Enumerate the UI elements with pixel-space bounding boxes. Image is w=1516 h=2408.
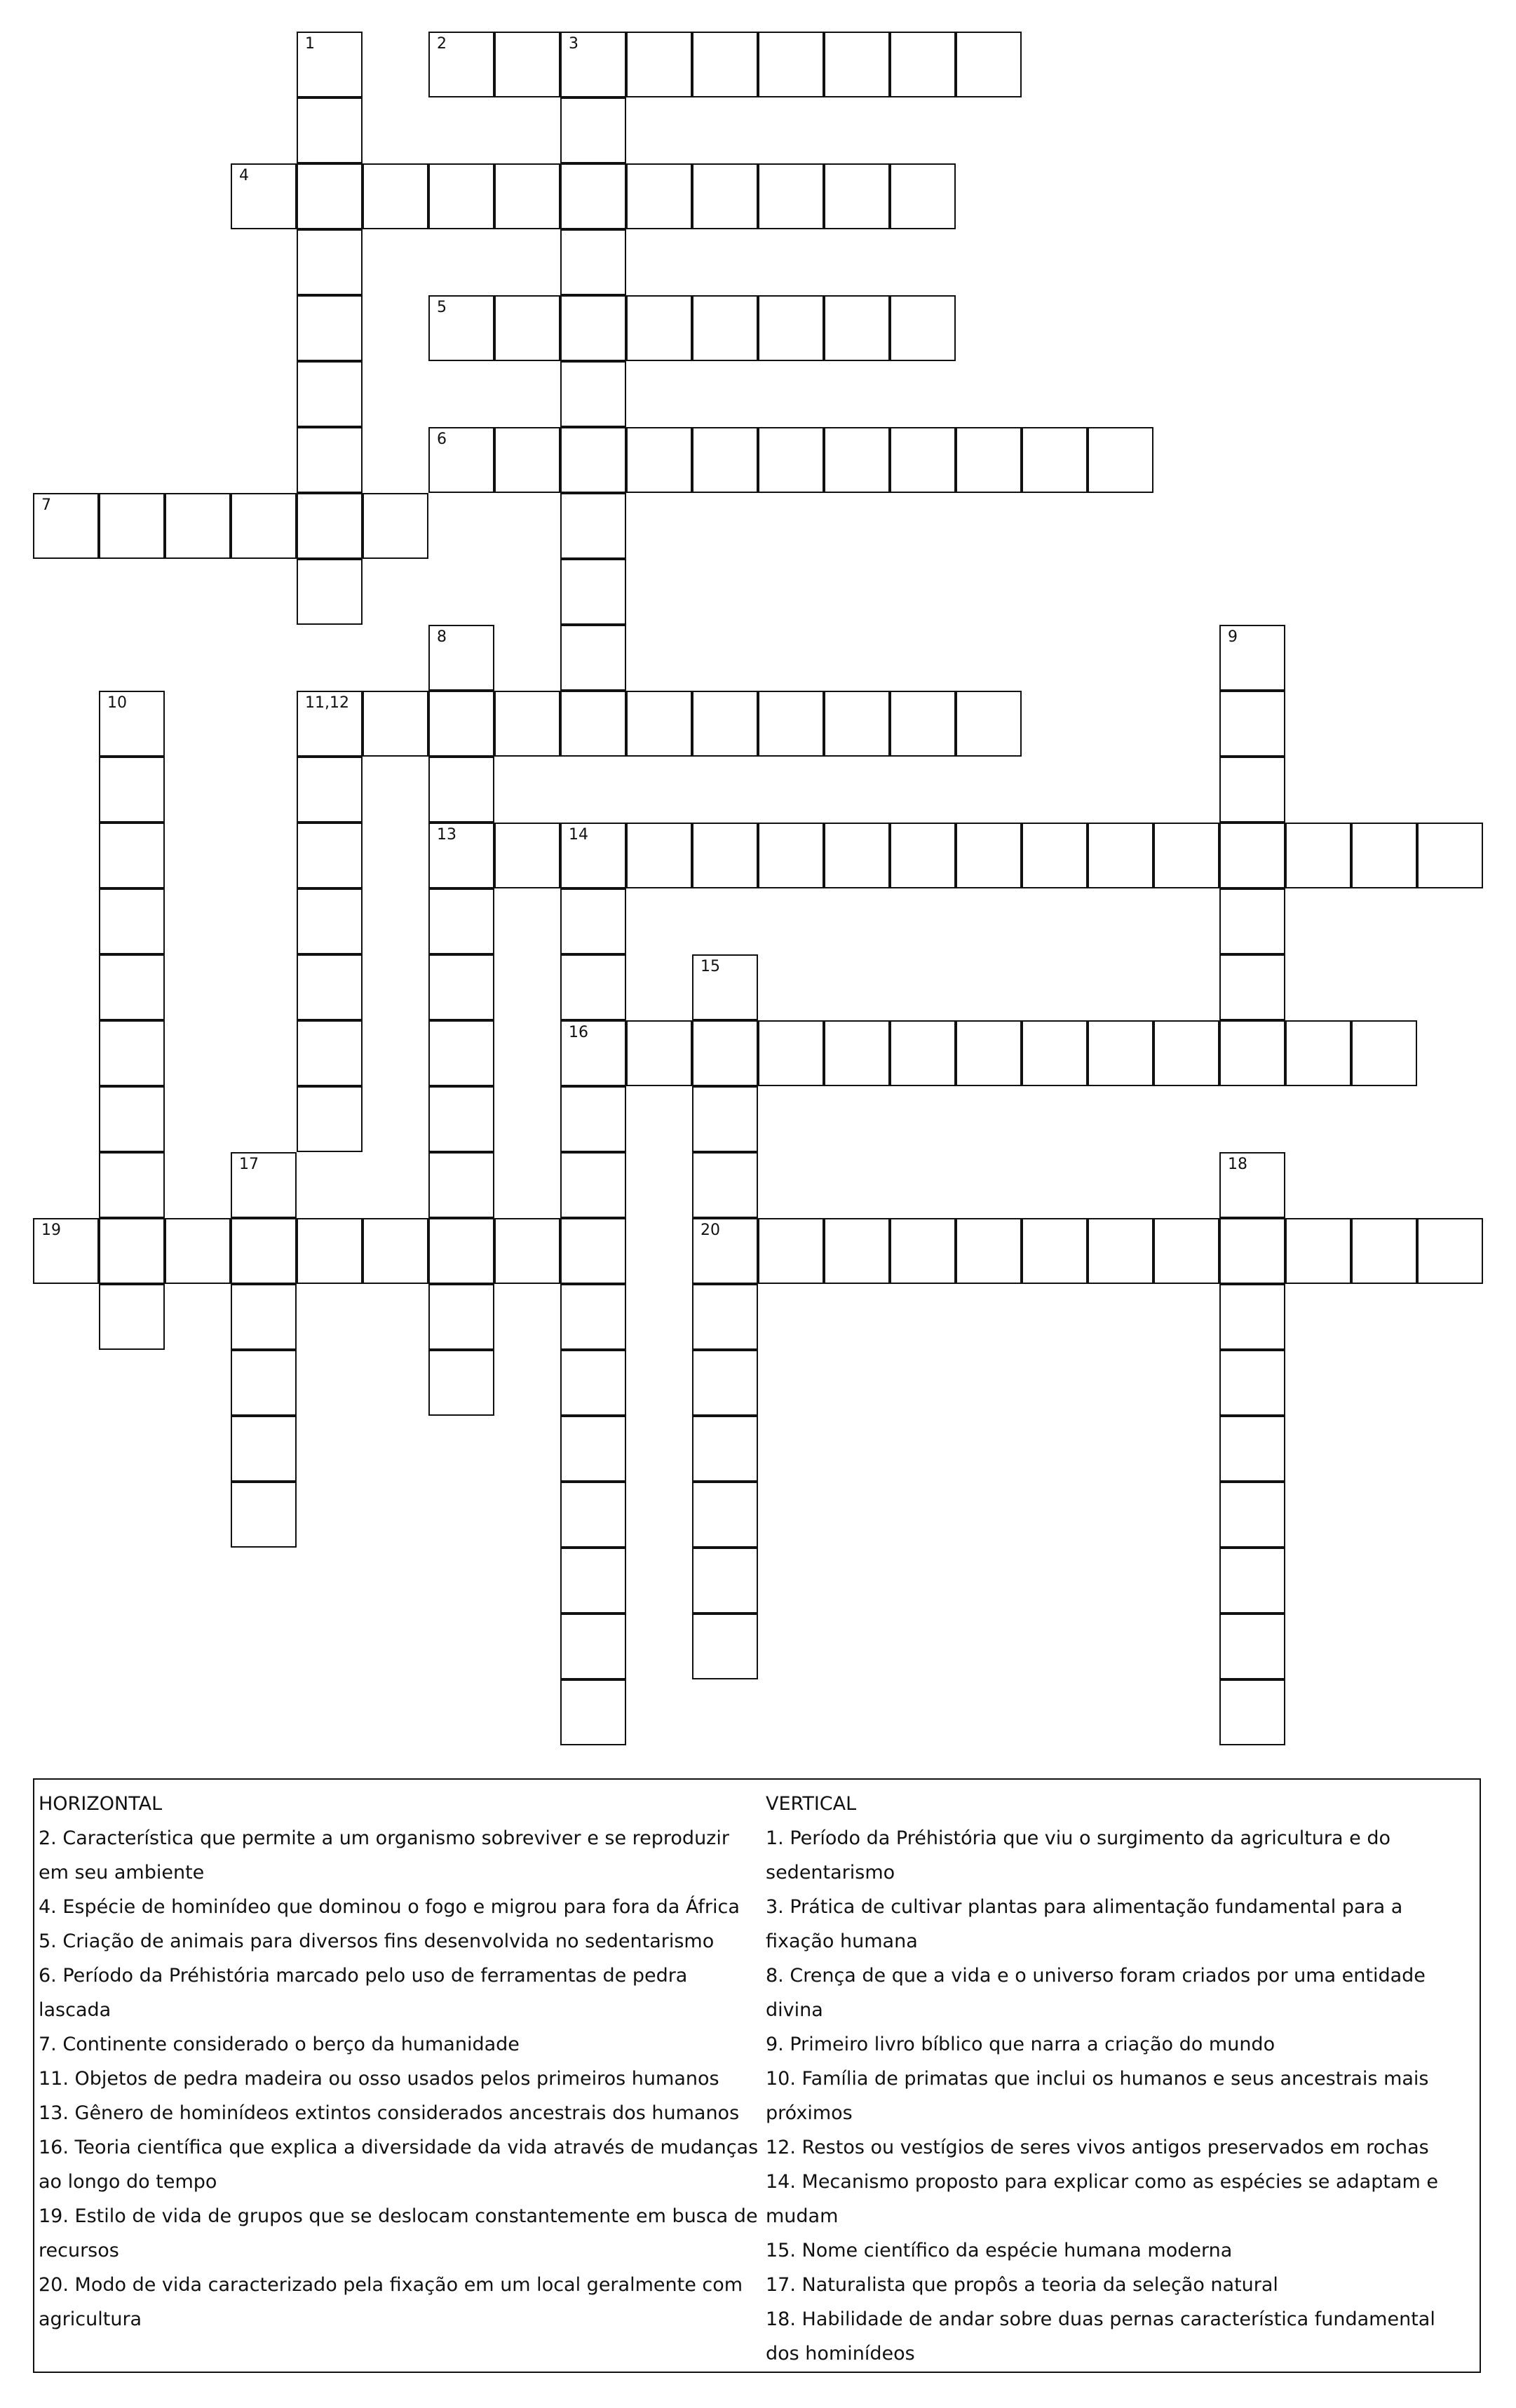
grid-cell[interactable] xyxy=(560,295,626,361)
grid-cell[interactable] xyxy=(297,691,363,757)
grid-cell[interactable] xyxy=(626,823,692,888)
grid-cell[interactable] xyxy=(890,691,956,757)
clue-number: 15 xyxy=(701,958,720,975)
grid-cell[interactable] xyxy=(626,163,692,229)
grid-cell[interactable] xyxy=(428,1350,494,1416)
grid-cell[interactable] xyxy=(1417,1218,1483,1284)
grid-cell[interactable] xyxy=(560,1482,626,1548)
grid-cell[interactable] xyxy=(626,1020,692,1086)
grid-cell[interactable] xyxy=(1022,823,1088,888)
grid-cell[interactable] xyxy=(1153,823,1219,888)
grid-cell[interactable] xyxy=(428,1218,494,1284)
grid-cell[interactable] xyxy=(560,1218,626,1284)
grid-cell[interactable] xyxy=(560,1020,626,1086)
clue-number: 20 xyxy=(701,1222,720,1239)
grid-cell[interactable] xyxy=(692,1548,758,1614)
grid-cell[interactable] xyxy=(1219,1416,1285,1482)
grid-cell[interactable] xyxy=(560,823,626,888)
grid-cell[interactable] xyxy=(428,427,494,493)
grid-cell[interactable] xyxy=(626,295,692,361)
grid-cell[interactable] xyxy=(99,1284,165,1350)
grid-cell[interactable] xyxy=(428,163,494,229)
grid-cell[interactable] xyxy=(692,1152,758,1218)
grid-cell[interactable] xyxy=(1351,1020,1417,1086)
down-clues xyxy=(766,1787,1474,2371)
grid-cell[interactable] xyxy=(1219,1679,1285,1745)
grid-cell[interactable] xyxy=(33,493,99,559)
grid-cell[interactable] xyxy=(297,295,363,361)
grid-cell[interactable] xyxy=(560,1350,626,1416)
grid-cell[interactable] xyxy=(363,1218,428,1284)
clue-number: 1 xyxy=(305,35,315,53)
grid-cell[interactable] xyxy=(428,823,494,888)
grid-cell[interactable] xyxy=(297,427,363,493)
across-clue: 4. Espécie de hominídeo que dominou o fogo e migrou para fora da África xyxy=(39,1896,740,1918)
down-clue: 1. Período da Préhistória que viu o surgimento da agricultura e do sedentarismo xyxy=(766,1827,1391,1883)
grid-cell[interactable] xyxy=(692,427,758,493)
grid-cell[interactable] xyxy=(692,1020,758,1086)
grid-cell[interactable] xyxy=(99,493,165,559)
grid-cell[interactable] xyxy=(626,691,692,757)
grid-cell[interactable] xyxy=(758,691,824,757)
grid-cell[interactable] xyxy=(758,427,824,493)
across-clue: 11. Objetos de pedra madeira ou osso usados pelos primeiros humanos xyxy=(39,2068,719,2090)
grid-cell[interactable] xyxy=(890,427,956,493)
grid-cell[interactable] xyxy=(1351,823,1417,888)
clue-number: 19 xyxy=(41,1222,61,1239)
grid-cell[interactable] xyxy=(692,1416,758,1482)
grid-cell[interactable] xyxy=(824,823,890,888)
grid-cell[interactable] xyxy=(560,163,626,229)
grid-cell[interactable] xyxy=(692,954,758,1020)
grid-cell[interactable] xyxy=(758,163,824,229)
grid-cell[interactable] xyxy=(1219,954,1285,1020)
grid-cell[interactable] xyxy=(692,1614,758,1679)
clue-number: 5 xyxy=(437,299,447,316)
grid-cell[interactable] xyxy=(824,1218,890,1284)
clue-number: 10 xyxy=(107,694,127,712)
clue-number: 11,12 xyxy=(305,694,349,712)
grid-cell[interactable] xyxy=(231,1284,297,1350)
grid-cell[interactable] xyxy=(1219,1020,1285,1086)
grid-cell[interactable] xyxy=(494,1218,560,1284)
down-clue: 14. Mecanismo proposto para explicar como as espécies se adaptam e mudam xyxy=(766,2171,1438,2227)
down-clue: 8. Crença de que a vida e o universo foram criados por uma entidade divina xyxy=(766,1965,1426,2021)
grid-cell[interactable] xyxy=(1088,427,1153,493)
clue-number: 2 xyxy=(437,35,447,53)
grid-cell[interactable] xyxy=(956,1218,1022,1284)
grid-cell[interactable] xyxy=(560,32,626,97)
grid-cell[interactable] xyxy=(1088,1218,1153,1284)
grid-cell[interactable] xyxy=(1285,823,1351,888)
clue-number: 4 xyxy=(239,167,249,184)
grid-cell[interactable] xyxy=(297,1218,363,1284)
grid-cell[interactable] xyxy=(297,823,363,888)
grid-cell[interactable] xyxy=(1219,823,1285,888)
grid-cell[interactable] xyxy=(824,691,890,757)
grid-cell[interactable] xyxy=(99,888,165,954)
grid-cell[interactable] xyxy=(297,163,363,229)
grid-cell[interactable] xyxy=(1285,1020,1351,1086)
grid-cell[interactable] xyxy=(560,559,626,625)
down-clue: 18. Habilidade de andar sobre duas pernas característica fundamental dos hominídeos xyxy=(766,2308,1435,2365)
grid-cell[interactable] xyxy=(99,1152,165,1218)
grid-cell[interactable] xyxy=(692,691,758,757)
grid-cell[interactable] xyxy=(560,1086,626,1152)
grid-cell[interactable] xyxy=(297,229,363,295)
across-clue: 6. Período da Préhistória marcado pelo uso de ferramentas de pedra lascada xyxy=(39,1965,688,2021)
grid-cell[interactable] xyxy=(560,97,626,163)
grid-cell[interactable] xyxy=(297,954,363,1020)
grid-cell[interactable] xyxy=(890,32,956,97)
grid-cell[interactable] xyxy=(758,823,824,888)
grid-cell[interactable] xyxy=(99,691,165,757)
across-clues xyxy=(39,1787,761,2336)
down-clue: 10. Família de primatas que inclui os humanos e seus ancestrais mais próximos xyxy=(766,2068,1429,2124)
grid-cell[interactable] xyxy=(428,625,494,691)
grid-cell[interactable] xyxy=(1219,1614,1285,1679)
grid-cell[interactable] xyxy=(692,1482,758,1548)
grid-cell[interactable] xyxy=(560,691,626,757)
grid-cell[interactable] xyxy=(297,361,363,427)
grid-cell[interactable] xyxy=(560,888,626,954)
grid-cell[interactable] xyxy=(560,1614,626,1679)
grid-cell[interactable] xyxy=(297,559,363,625)
grid-cell[interactable] xyxy=(494,295,560,361)
grid-cell[interactable] xyxy=(363,493,428,559)
grid-cell[interactable] xyxy=(692,823,758,888)
grid-cell[interactable] xyxy=(297,1086,363,1152)
down-heading: VERTICAL xyxy=(766,1793,857,1815)
grid-cell[interactable] xyxy=(824,427,890,493)
grid-cell[interactable] xyxy=(297,757,363,823)
grid-cell[interactable] xyxy=(1022,1218,1088,1284)
grid-cell[interactable] xyxy=(956,32,1022,97)
grid-cell[interactable] xyxy=(494,32,560,97)
grid-cell[interactable] xyxy=(560,954,626,1020)
grid-cell[interactable] xyxy=(231,1350,297,1416)
grid-cell[interactable] xyxy=(626,427,692,493)
grid-cell[interactable] xyxy=(1219,1548,1285,1614)
clue-number: 9 xyxy=(1228,628,1238,646)
grid-cell[interactable] xyxy=(231,1416,297,1482)
clue-number: 18 xyxy=(1228,1156,1247,1173)
grid-cell[interactable] xyxy=(1088,823,1153,888)
grid-cell[interactable] xyxy=(231,1482,297,1548)
grid-cell[interactable] xyxy=(428,888,494,954)
grid-cell[interactable] xyxy=(560,1416,626,1482)
grid-cell[interactable] xyxy=(560,1679,626,1745)
grid-cell[interactable] xyxy=(231,163,297,229)
grid-cell[interactable] xyxy=(99,1086,165,1152)
clue-number: 16 xyxy=(569,1024,588,1041)
grid-cell[interactable] xyxy=(626,32,692,97)
across-clue: 19. Estilo de vida de grupos que se deslocam constantemente em busca de recursos xyxy=(39,2205,758,2261)
grid-cell[interactable] xyxy=(692,1350,758,1416)
grid-cell[interactable] xyxy=(824,163,890,229)
grid-cell[interactable] xyxy=(1219,691,1285,757)
grid-cell[interactable] xyxy=(231,493,297,559)
grid-cell[interactable] xyxy=(428,1284,494,1350)
grid-cell[interactable] xyxy=(1153,1020,1219,1086)
grid-cell[interactable] xyxy=(758,1218,824,1284)
grid-cell[interactable] xyxy=(428,1020,494,1086)
grid-cell[interactable] xyxy=(890,1218,956,1284)
grid-cell[interactable] xyxy=(890,823,956,888)
grid-cell[interactable] xyxy=(1022,427,1088,493)
grid-cell[interactable] xyxy=(363,163,428,229)
grid-cell[interactable] xyxy=(363,691,428,757)
grid-cell[interactable] xyxy=(824,32,890,97)
grid-cell[interactable] xyxy=(1285,1218,1351,1284)
grid-cell[interactable] xyxy=(956,1020,1022,1086)
grid-cell[interactable] xyxy=(560,493,626,559)
grid-cell[interactable] xyxy=(428,295,494,361)
grid-cell[interactable] xyxy=(99,1020,165,1086)
clue-number: 14 xyxy=(569,826,588,844)
grid-cell[interactable] xyxy=(560,625,626,691)
clue-number: 3 xyxy=(569,35,578,53)
across-heading: HORIZONTAL xyxy=(39,1793,163,1815)
grid-cell[interactable] xyxy=(692,163,758,229)
grid-cell[interactable] xyxy=(1219,1284,1285,1350)
down-clue: 12. Restos ou vestígios de seres vivos antigos preservados em rochas xyxy=(766,2137,1429,2158)
grid-cell[interactable] xyxy=(1022,1020,1088,1086)
grid-cell[interactable] xyxy=(428,691,494,757)
grid-cell[interactable] xyxy=(1219,888,1285,954)
across-clue: 13. Gênero de hominídeos extintos considerados ancestrais dos humanos xyxy=(39,2102,740,2124)
grid-cell[interactable] xyxy=(692,1284,758,1350)
grid-cell[interactable] xyxy=(890,295,956,361)
grid-cell[interactable] xyxy=(692,1086,758,1152)
grid-cell[interactable] xyxy=(1153,1218,1219,1284)
clue-number: 17 xyxy=(239,1156,259,1173)
grid-cell[interactable] xyxy=(494,691,560,757)
grid-cell[interactable] xyxy=(1219,1482,1285,1548)
grid-cell[interactable] xyxy=(560,1284,626,1350)
down-clue: 3. Prática de cultivar plantas para alimentação fundamental para a fixação humana xyxy=(766,1896,1403,1952)
grid-cell[interactable] xyxy=(758,295,824,361)
grid-cell[interactable] xyxy=(428,1152,494,1218)
across-clue: 2. Característica que permite a um organismo sobreviver e se reproduzir em seu ambiente xyxy=(39,1827,729,1883)
grid-cell[interactable] xyxy=(1219,1350,1285,1416)
grid-cell[interactable] xyxy=(428,954,494,1020)
grid-cell[interactable] xyxy=(428,32,494,97)
grid-cell[interactable] xyxy=(99,823,165,888)
across-clue: 7. Continente considerado o berço da humanidade xyxy=(39,2034,520,2055)
grid-cell[interactable] xyxy=(494,823,560,888)
grid-cell[interactable] xyxy=(1219,757,1285,823)
grid-cell[interactable] xyxy=(824,295,890,361)
clue-number: 7 xyxy=(41,496,51,514)
grid-cell[interactable] xyxy=(758,1020,824,1086)
grid-cell[interactable] xyxy=(494,163,560,229)
clue-number: 6 xyxy=(437,431,447,448)
grid-cell[interactable] xyxy=(1351,1218,1417,1284)
grid-cell[interactable] xyxy=(956,823,1022,888)
grid-cell[interactable] xyxy=(99,757,165,823)
grid-cell[interactable] xyxy=(297,888,363,954)
grid-cell[interactable] xyxy=(1088,1020,1153,1086)
clue-number: 8 xyxy=(437,628,447,646)
grid-cell[interactable] xyxy=(99,1218,165,1284)
down-clue: 17. Naturalista que propôs a teoria da seleção natural xyxy=(766,2274,1278,2296)
grid-cell[interactable] xyxy=(956,427,1022,493)
grid-cell[interactable] xyxy=(297,493,363,559)
across-clue: 20. Modo de vida caracterizado pela fixação em um local geralmente com agricultura xyxy=(39,2274,743,2330)
grid-cell[interactable] xyxy=(692,1218,758,1284)
grid-cell[interactable] xyxy=(560,1152,626,1218)
grid-cell[interactable] xyxy=(165,1218,231,1284)
grid-cell[interactable] xyxy=(1219,1152,1285,1218)
grid-cell[interactable] xyxy=(33,1218,99,1284)
grid-cell[interactable] xyxy=(560,1548,626,1614)
grid-cell[interactable] xyxy=(1219,1218,1285,1284)
grid-cell[interactable] xyxy=(1417,823,1483,888)
grid-cell[interactable] xyxy=(231,1152,297,1218)
grid-cell[interactable] xyxy=(692,295,758,361)
grid-cell[interactable] xyxy=(956,691,1022,757)
grid-cell[interactable] xyxy=(297,97,363,163)
grid-cell[interactable] xyxy=(99,954,165,1020)
grid-cell[interactable] xyxy=(824,1020,890,1086)
grid-cell[interactable] xyxy=(428,757,494,823)
across-clue: 16. Teoria científica que explica a diversidade da vida através de mudanças ao longo do tempo xyxy=(39,2137,759,2193)
grid-cell[interactable] xyxy=(494,427,560,493)
grid-cell[interactable] xyxy=(890,1020,956,1086)
grid-cell[interactable] xyxy=(692,32,758,97)
clue-number: 13 xyxy=(437,826,456,844)
across-clue: 5. Criação de animais para diversos fins desenvolvida no sedentarismo xyxy=(39,1930,715,1952)
grid-cell[interactable] xyxy=(297,1020,363,1086)
clues-box xyxy=(33,1778,1481,2373)
grid-cell[interactable] xyxy=(428,1086,494,1152)
grid-cell[interactable] xyxy=(231,1218,297,1284)
grid-cell[interactable] xyxy=(1219,625,1285,691)
grid-cell[interactable] xyxy=(560,361,626,427)
grid-cell[interactable] xyxy=(890,163,956,229)
grid-cell[interactable] xyxy=(297,32,363,97)
grid-cell[interactable] xyxy=(758,32,824,97)
grid-cell[interactable] xyxy=(560,427,626,493)
down-clue: 9. Primeiro livro bíblico que narra a criação do mundo xyxy=(766,2034,1275,2055)
grid-cell[interactable] xyxy=(560,229,626,295)
down-clue: 15. Nome científico da espécie humana moderna xyxy=(766,2240,1233,2261)
grid-cell[interactable] xyxy=(165,493,231,559)
